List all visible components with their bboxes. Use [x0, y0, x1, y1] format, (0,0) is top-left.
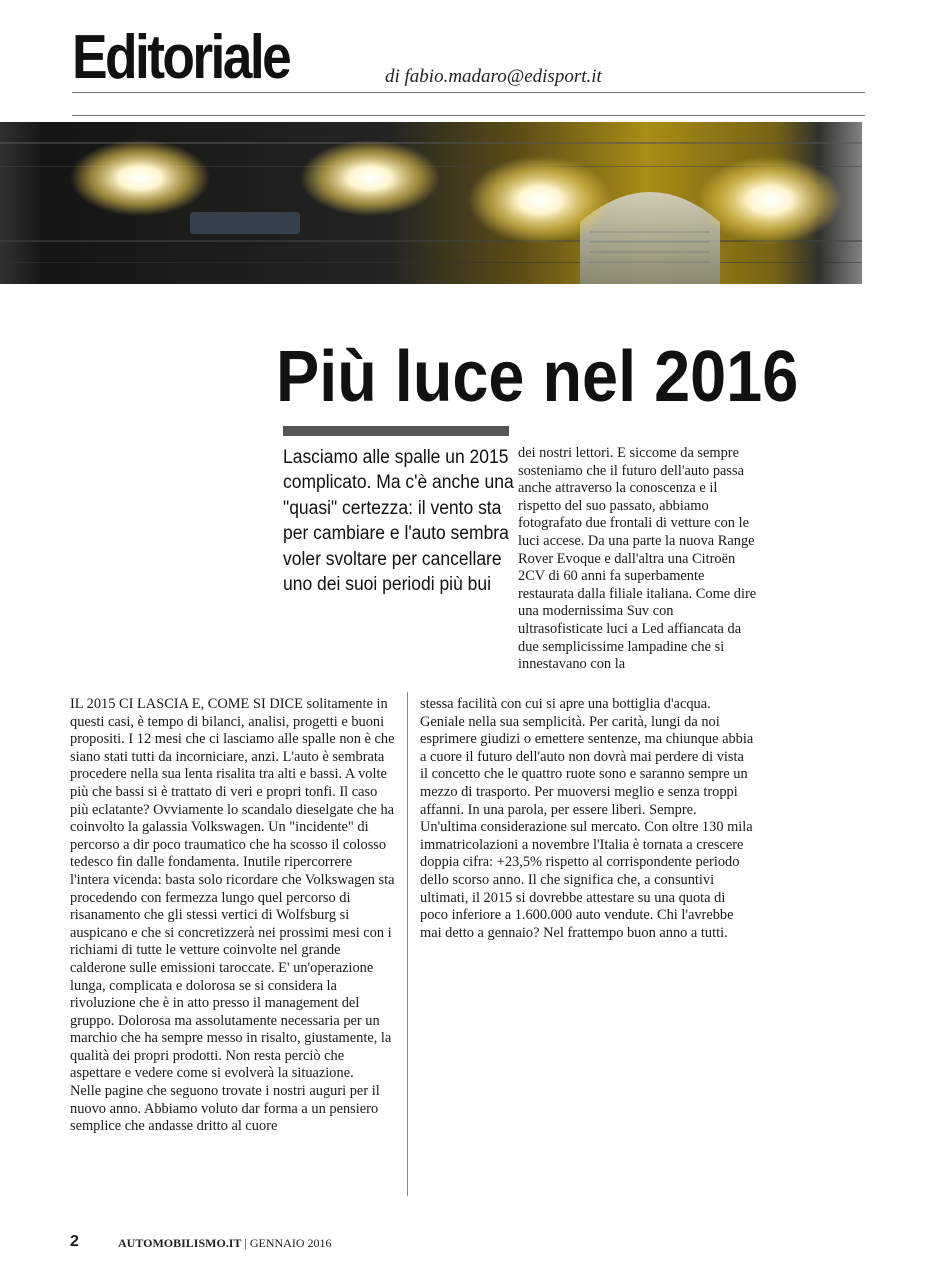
footer-publication: [118, 1236, 332, 1251]
headline-accent-bar: [283, 426, 509, 436]
hero-image: [0, 122, 862, 284]
article-column-right: [420, 696, 755, 942]
article-column-top-right: [518, 445, 758, 674]
issue-date: | GENNAIO 2016: [244, 1236, 332, 1250]
article-column-left: [70, 696, 395, 1136]
body-paragraph: Un'ultima considerazione sul mercato. Con oltre 130 mila immatricolazioni a novembre l'Italia è tornata a crescere doppia cifra: +23,5% rispetto al corrispondente periodo dello scorso anno. Il che significa che, a consuntivi ultimati, il 2015 si dovrebbe attestare su una quota di poco inferiore a 1.600.000 auto vendute. Chi l'avrebbe mai detto a gennaio? Nel frattempo buon anno a tutti.: [420, 819, 753, 941]
body-paragraph: stessa facilità con cui si apre una bottiglia d'acqua. Geniale nella sua semplicità. Per carità, lungi da noi esprimere giudizi o emettere sentenze, ma chiunque abbia a cuore il futuro dell'auto non dovrà mai perdere di vista il concetto che le quattro ruote sono e saranno sempre un mezzo di trasporto. Per muoversi meglio e senza troppi affanni. In una parola, per essere liberi. Sempre.: [420, 696, 754, 818]
magazine-name: AUTOMOBILISMO.IT: [118, 1236, 242, 1250]
section-title: Editoriale: [72, 23, 290, 92]
article-subtitle: Lasciamo alle spalle un 2015 complicato. Ma c'è anche una "quasi" certezza: il vento sta per cambiare e l'auto sembra voler svoltare per cancellare uno dei suoi periodi più bui: [283, 447, 514, 596]
body-paragraph: IL 2015 CI LASCIA E, COME SI DICE solitamente in questi casi, è tempo di bilanci, analisi, progetti e buoni propositi. I 12 mesi che ci lasciamo alle spalle non è che siano stati tutti da incorniciare, anzi. L'auto è sembrata procedere nella sua lenta risalita tra alti e bassi. A volte più che bassi si è trattato di veri e propri tonfi. Il caso più eclatante? Ovviamente lo scandalo dieselgate che ha coinvolto la galassia Volkswagen. Un "incidente" di percorso a dir poco traumatico che ha scosso il colosso tedesco fin dalle fondamenta. Inutile ripercorrere l'intera vicenda: basta solo ricordare che Volkswagen sta procedendo con fermezza lungo quel percorso di risanamento che gli stessi vertici di Wolfsburg si auspicano e che si concretizzerà nei prossimi mesi con i richiami di tutte le vetture coinvolte nel grande calderone sulle emissioni taroccate. E' un'operazione lunga, complicata e dolorosa se si considera la rivoluzione che è in atto presso il management del gruppo. Dolorosa ma assolutamente necessaria per un marchio che ha sempre messo in risalto, giustamente, la qualità dei propri prodotti. Non resta perciò che aspettare e vedere come si evolverà la situazione.: [70, 696, 395, 1082]
author-byline[interactable]: di fabio.madaro@edisport.it: [385, 66, 602, 87]
column-divider: [407, 692, 408, 1196]
car-headlights-photo-icon: [0, 122, 862, 284]
header-rule: [72, 92, 865, 93]
article-headline: Più luce nel 2016: [276, 337, 799, 417]
header-rule-lower: [72, 115, 865, 116]
body-paragraph: dei nostri lettori. E siccome da sempre sosteniamo che il futuro dell'auto passa anche attraverso la conoscenza e il rispetto del suo passato, abbiamo fotografato due frontali di vetture con le luci accese. Da una parte la nuova Range Rover Evoque e dall'altra una Citroën 2CV di 60 anni fa superbamente restaurata dalla filiale italiana. Come dire una modernissima Suv con ultrasofisticate luci a Led affiancata da due semplicissime lampadine che si innestavano con la: [518, 445, 757, 673]
body-paragraph: Nelle pagine che seguono trovate i nostri auguri per il nuovo anno. Abbiamo voluto dar forma a un pensiero semplice che andasse dritto al cuore: [70, 1083, 380, 1135]
page-number: 2: [70, 1233, 79, 1250]
